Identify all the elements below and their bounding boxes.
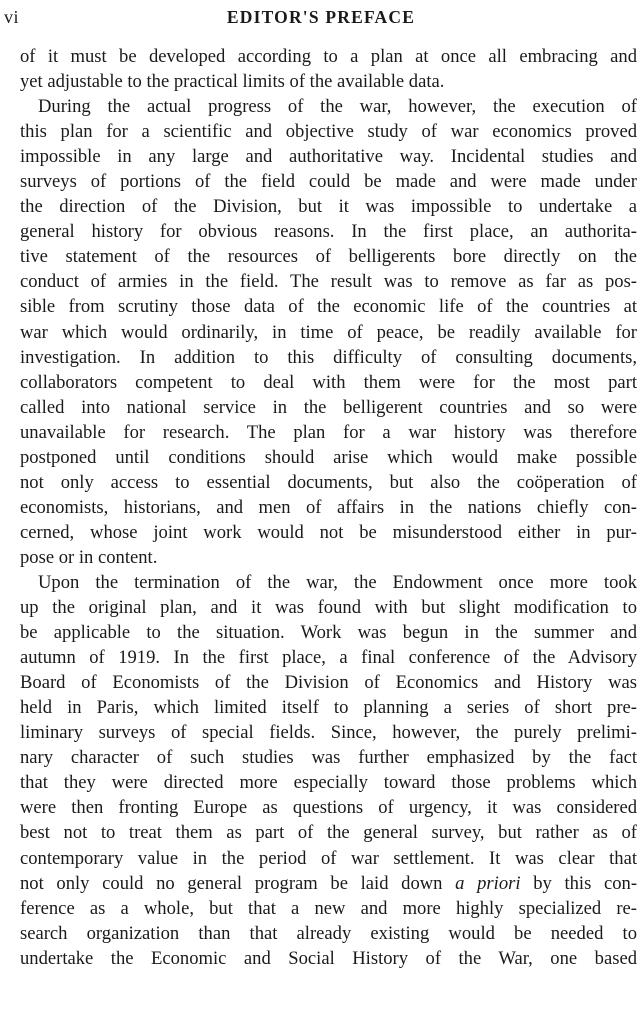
text-line: search organization than that already existing would be needed to xyxy=(20,922,637,944)
text-line: conduct of armies in the field. The result was to remove as far as pos- xyxy=(20,271,637,293)
text-line: Upon the termination of the war, the Endowment once more took xyxy=(38,571,637,593)
text-segment: by this con- xyxy=(533,872,638,894)
text-line: not only access to essential documents, but also the coöperation of xyxy=(20,471,637,493)
text-line: economists, historians, and men of affairs in the nations chiefly con- xyxy=(20,496,637,518)
text-line: best not to treat them as part of the general survey, but rather as of xyxy=(20,822,637,844)
text-line: Board of Economists of the Division of Economics and History was xyxy=(20,672,637,694)
text-line: cerned, whose joint work would not be misunderstood either in pur- xyxy=(20,521,637,543)
paragraph-1 xyxy=(20,44,637,94)
running-title: EDITOR'S PREFACE xyxy=(226,7,416,27)
text-line-with-italic xyxy=(20,871,637,896)
text-line: autumn of 1919. In the first place, a final conference of the Advisory xyxy=(20,647,637,669)
text-line: collaborators competent to deal with them were for the most part xyxy=(20,371,637,393)
text-line: nary character of such studies was further emphasized by the fact xyxy=(20,747,637,769)
page-header xyxy=(4,7,638,33)
text-segment: not only could no general program be laid down xyxy=(20,872,443,894)
body-text xyxy=(20,44,637,971)
text-line: contemporary value in the period of war settlement. It was clear that xyxy=(20,847,637,869)
paragraph-3 xyxy=(20,570,637,971)
text-line: yet adjustable to the practical limits of the available data. xyxy=(20,71,445,93)
italic-phrase: a priori xyxy=(455,872,521,894)
text-line: war which would ordinarily, in time of peace, be readily available for xyxy=(20,321,637,343)
text-line: tive statement of the resources of belligerents bore directly on the xyxy=(20,246,637,268)
text-line: general history for obvious reasons. In the first place, an authorita- xyxy=(20,221,637,243)
text-line: impossible in any large and authoritative way. Incidental studies and xyxy=(20,146,637,168)
text-line: undertake the Economic and Social History of the War, one based xyxy=(20,947,637,969)
text-line: liminary surveys of special fields. Since, however, the purely prelimi- xyxy=(20,722,637,744)
text-line: surveys of portions of the field could be made and were made under xyxy=(20,171,637,193)
text-line: called into national service in the belligerent countries and so were xyxy=(20,396,637,418)
text-line: that they were directed more especially toward those problems which xyxy=(20,772,637,794)
page-number: vi xyxy=(4,7,20,27)
text-line: sible from scrutiny those data of the economic life of the countries at xyxy=(20,296,637,318)
text-line: unavailable for research. The plan for a war history was therefore xyxy=(20,421,637,443)
text-line: investigation. In addition to this difficulty of consulting documents, xyxy=(20,346,637,368)
text-line: During the actual progress of the war, however, the execution of xyxy=(38,96,637,118)
text-line: pose or in content. xyxy=(20,546,158,568)
text-line: this plan for a scientific and objective study of war economics proved xyxy=(20,121,637,143)
text-line: of it must be developed according to a plan at once all embracing and xyxy=(20,46,637,67)
text-line: postponed until conditions should arise which would make possible xyxy=(20,446,637,468)
paragraph-2 xyxy=(20,94,637,570)
text-line: be applicable to the situation. Work was begun in the summer and xyxy=(20,622,637,644)
text-line: the direction of the Division, but it was impossible to undertake a xyxy=(20,196,637,218)
text-line: ference as a whole, but that a new and more highly specialized re- xyxy=(20,897,637,919)
text-line: were then fronting Europe as questions of urgency, it was considered xyxy=(20,797,637,819)
text-line: up the original plan, and it was found with but slight modification to xyxy=(20,597,637,619)
text-line: held in Paris, which limited itself to planning a series of short pre- xyxy=(20,697,637,719)
